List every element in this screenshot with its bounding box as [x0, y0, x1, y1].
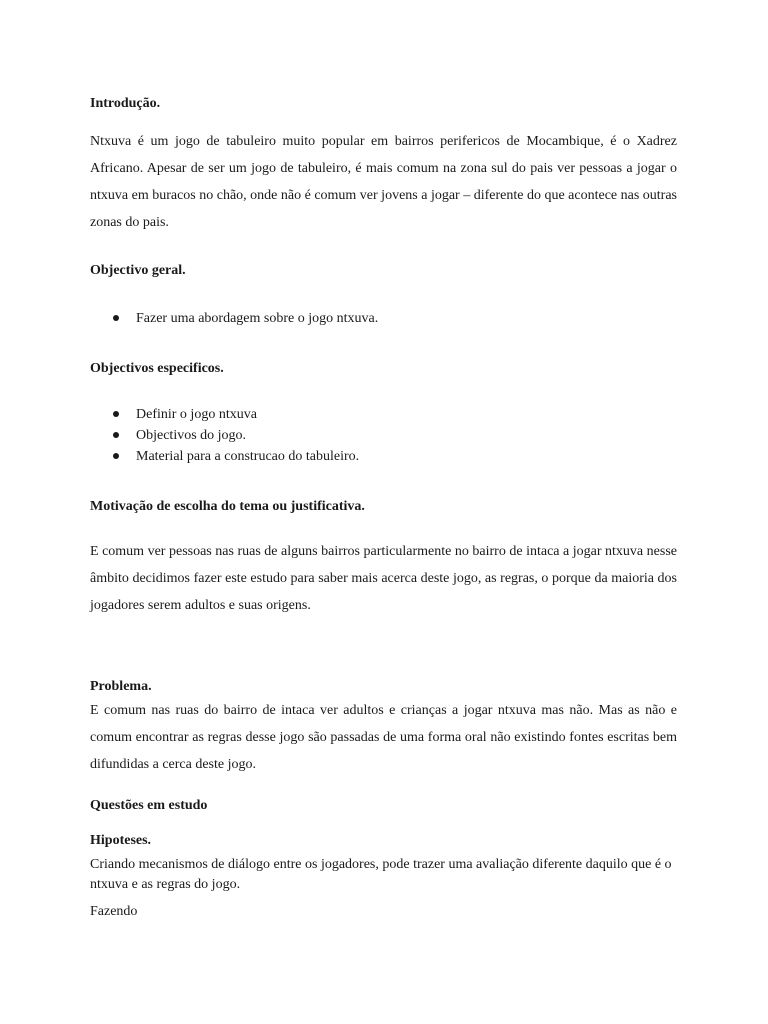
- specific-objectives-heading: Objectivos especificos.: [90, 361, 224, 376]
- intro-heading: Introdução.: [90, 96, 161, 111]
- problem-paragraph: E comum nas ruas do bairro de intaca ver adultos e crianças a jogar ntxuva mas não. Mas as não e comum encontrar as regras desse jogo são passadas de uma forma oral não existindo fontes escritas bem difundidas a cerca deste jogo.: [90, 703, 677, 772]
- motivation-heading: Motivação de escolha do tema ou justificativa.: [90, 499, 365, 514]
- bullet-icon: [113, 315, 119, 321]
- list-item-text: Definir o jogo ntxuva: [136, 407, 257, 422]
- list-item: [90, 404, 677, 425]
- intro-paragraph: Ntxuva é um jogo de tabuleiro muito popular em bairros perifericos de Mocambique, é o Xadrez Africano. Apesar de ser um jogo de tabuleiro, é mais comum na zona sul do pais ver pessoas a jogar o ntxuva em buracos no chão, onde não é comum ver jovens a jogar – diferente do que acontece nas outras zonas do pais.: [90, 134, 678, 230]
- general-objective-list: [90, 308, 677, 329]
- document-page: [90, 0, 677, 1024]
- list-item: [90, 308, 677, 329]
- list-item: [90, 425, 677, 446]
- problem-heading: Problema.: [90, 679, 152, 694]
- hypotheses-heading: Hipoteses.: [90, 833, 152, 848]
- bullet-icon: [113, 432, 119, 438]
- hypotheses-paragraph: Criando mecanismos de diálogo entre os jogadores, pode trazer uma avaliação diferente daquilo que é o ntxuva e as regras do jogo.: [90, 857, 672, 892]
- list-item: [90, 446, 677, 467]
- hypotheses-trailing-text: Fazendo: [90, 904, 138, 919]
- list-item-text: Fazer uma abordagem sobre o jogo ntxuva.: [136, 311, 379, 326]
- list-item-text: Objectivos do jogo.: [136, 428, 247, 443]
- general-objective-heading: Objectivo geral.: [90, 263, 186, 278]
- bullet-icon: [113, 453, 119, 459]
- specific-objectives-list: [90, 404, 677, 467]
- motivation-paragraph: E comum ver pessoas nas ruas de alguns bairros particularmente no bairro de intaca a jogar ntxuva nesse âmbito decidimos fazer este estudo para saber mais acerca deste jogo, as regras, o porque da maioria dos jogadores serem adultos e suas origens.: [90, 544, 677, 613]
- bullet-icon: [113, 411, 119, 417]
- questions-heading: Questões em estudo: [90, 798, 208, 813]
- list-item-text: Material para a construcao do tabuleiro.: [136, 449, 360, 464]
